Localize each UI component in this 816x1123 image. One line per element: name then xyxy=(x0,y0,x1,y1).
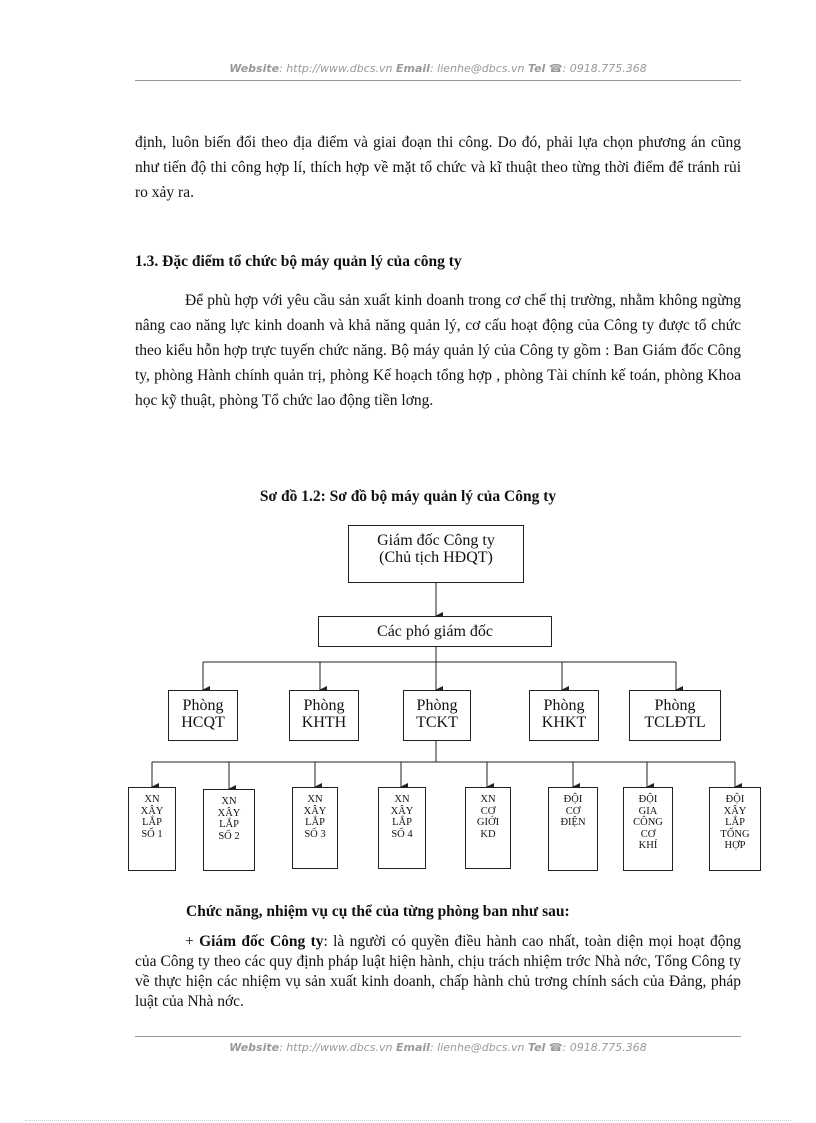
footer-tel-label: Tel xyxy=(527,1041,546,1054)
unit-line: KHÍ xyxy=(638,840,658,851)
website-value[interactable]: : http://www.dbcs.vn xyxy=(279,62,393,75)
tel-label: Tel xyxy=(527,62,546,75)
email-label: Email xyxy=(396,62,430,75)
unit-line: XN xyxy=(307,794,323,805)
unit-line: SỐ 1 xyxy=(141,828,163,840)
footer-email-label: Email xyxy=(396,1041,430,1054)
tel-value: : 0918.775.368 xyxy=(562,62,647,75)
unit-line: XN xyxy=(394,794,410,805)
department-code: TCLĐTL xyxy=(644,714,706,731)
department-code: TCKT xyxy=(416,714,458,731)
section-paragraph: Để phù hợp với yêu cầu sản xuất kinh doanh trong cơ chế thị trường, nhằm không ngừng nâng cao năng lực kinh doanh và khả năng quản lý, cơ cấu hoạt động của Công ty được tổ chức theo kiểu hỗn hợp trực tuyến chức năng. Bộ máy quản lý của Công ty gồm : Ban Giám đốc Công ty, phòng Hành chính quản trị, phòng Kế hoạch tổng hợp , phòng Tài chính kế toán, phòng Khoa học kỹ thuật, phòng Tổ chức lao động tiền lơng. xyxy=(135,292,741,409)
unit-line: CƠ xyxy=(565,805,581,817)
functions-paragraph xyxy=(135,932,741,1012)
unit-box xyxy=(292,787,338,869)
director-line-1: Giám đốc Công ty xyxy=(377,532,495,549)
footer-tel-value: : 0918.775.368 xyxy=(562,1041,647,1054)
unit-box xyxy=(548,787,598,871)
unit-line: GIỚI xyxy=(476,817,500,828)
page-footer xyxy=(135,1041,741,1054)
intro-paragraph: định, luôn biến đổi theo địa điểm và giai đoạn thi công. Do đó, phải lựa chọn phương án cũng như tiến độ thi công hợp lí, thích hợp về mặt tổ chức và kĩ thuật theo từng thời điểm để tránh rủi ro xảy ra. xyxy=(135,134,741,201)
unit-box xyxy=(378,787,426,869)
footer-phone-icon: ☎ xyxy=(548,1041,563,1054)
website-label: Website xyxy=(229,62,280,75)
unit-line: XN xyxy=(221,796,237,807)
department-box xyxy=(289,690,359,741)
unit-line: XÂY xyxy=(140,805,164,817)
unit-line: CƠ xyxy=(480,805,496,817)
unit-line: XN xyxy=(480,794,496,805)
unit-line: XÂY xyxy=(390,805,414,817)
unit-line: HỢP xyxy=(724,840,746,851)
department-code: HCQT xyxy=(181,714,225,731)
footer-divider xyxy=(135,1036,741,1037)
unit-box xyxy=(709,787,761,871)
unit-box xyxy=(623,787,673,871)
footer-website-label: Website xyxy=(229,1041,280,1054)
unit-line: TỔNG xyxy=(720,828,750,840)
section-heading: 1.3. Đặc điểm tổ chức bộ máy quản lý của công ty xyxy=(135,253,462,270)
unit-line: XÂY xyxy=(723,805,747,817)
email-value[interactable]: : lienhe@dbcs.vn xyxy=(429,62,525,75)
phone-icon: ☎ xyxy=(548,62,563,75)
unit-line: LẮP xyxy=(725,817,745,828)
unit-line: CÔNG xyxy=(633,817,663,828)
unit-line: ĐỘI xyxy=(638,794,658,805)
department-line: Phòng xyxy=(416,697,458,714)
department-line: Phòng xyxy=(543,697,585,714)
unit-line: SỐ 4 xyxy=(391,828,413,840)
department-line: Phòng xyxy=(182,697,224,714)
unit-line: LẮP xyxy=(219,819,239,830)
unit-line: LẮP xyxy=(392,817,412,828)
department-line: Phòng xyxy=(654,697,696,714)
unit-line: XÂY xyxy=(303,805,327,817)
unit-line: ĐỘI xyxy=(563,794,583,805)
department-line: Phòng xyxy=(303,697,345,714)
department-code: KHKT xyxy=(541,714,587,731)
footer-email-value[interactable]: : lienhe@dbcs.vn xyxy=(429,1041,525,1054)
unit-line: GIA xyxy=(638,805,658,817)
department-code: KHTH xyxy=(301,714,347,731)
unit-line: LẮP xyxy=(142,817,162,828)
functions-heading: Chức năng, nhiệm vụ cụ thể của từng phòng ban như sau: xyxy=(186,903,570,920)
functions-prefix: + xyxy=(185,933,200,950)
unit-line: ĐIỆN xyxy=(560,817,586,828)
footer-website-value[interactable]: : http://www.dbcs.vn xyxy=(279,1041,393,1054)
director-line-2: (Chủ tịch HĐQT) xyxy=(379,549,493,566)
unit-box xyxy=(465,787,511,869)
page-edge xyxy=(25,1120,791,1121)
unit-line: LẮP xyxy=(305,817,325,828)
unit-line: XÂY xyxy=(217,807,241,819)
unit-line: SỐ 3 xyxy=(304,828,326,840)
deputy-label: Các phó giám đốc xyxy=(377,623,493,640)
functions-title: Giám đốc Công ty xyxy=(199,933,324,950)
unit-line: CƠ xyxy=(640,828,656,840)
department-box xyxy=(629,690,721,741)
unit-line: SỐ 2 xyxy=(218,830,240,842)
department-box xyxy=(168,690,238,741)
unit-box xyxy=(203,789,255,871)
unit-box xyxy=(128,787,176,871)
director-box xyxy=(348,525,524,583)
unit-line: ĐỘI xyxy=(725,794,745,805)
deputy-box xyxy=(318,616,552,647)
unit-line: XN xyxy=(144,794,160,805)
department-box xyxy=(403,690,471,741)
functions-text: : là người có quyền điều hành cao nhất, toàn diện mọi hoạt động của Công ty theo các quy định pháp luật hiện hành, chịu trách nhiệm trớc Nhà nớc, Tổng Công ty về thực hiện các nhiệm vụ sản xuất kinh doanh, chấp hành chủ trơng chính sách của Đảng, pháp luật của Nhà nớc. xyxy=(135,933,742,1010)
unit-line: KD xyxy=(480,828,496,840)
diagram-caption: Sơ đồ 1.2: Sơ đồ bộ máy quản lý của Công ty xyxy=(259,488,557,505)
department-box xyxy=(529,690,599,741)
